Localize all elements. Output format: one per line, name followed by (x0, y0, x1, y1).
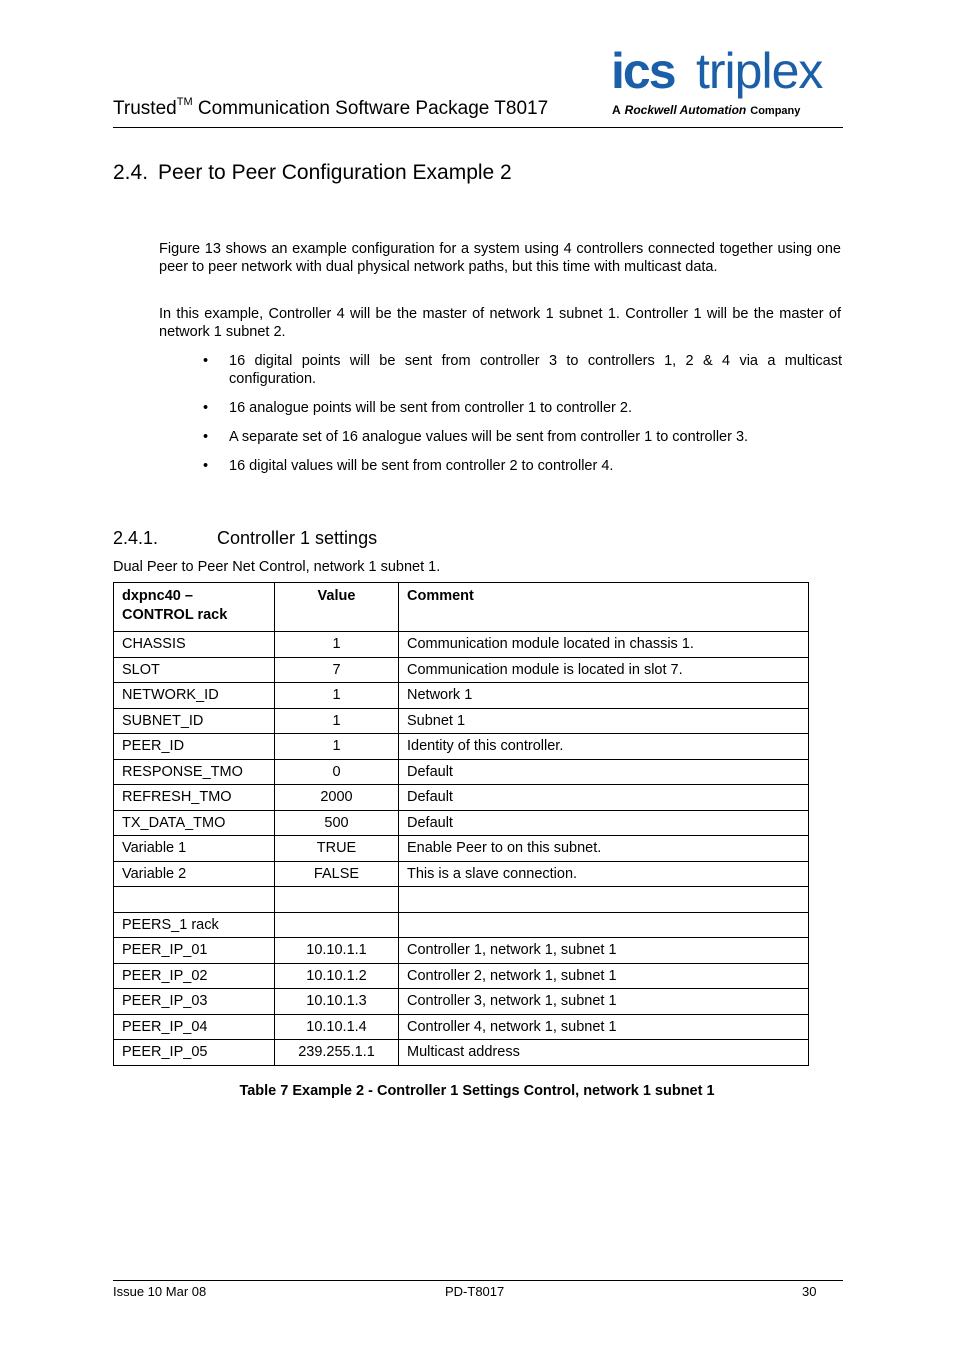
cell-value: FALSE (275, 861, 399, 887)
logo-ics-text: ics (611, 44, 675, 99)
cell-parameter: SUBNET_ID (114, 708, 275, 734)
settings-table (113, 582, 809, 1066)
footer-page-number: 30 (802, 1284, 817, 1299)
cell-value: TRUE (275, 836, 399, 862)
cell-comment: Network 1 (399, 683, 809, 709)
table-row (114, 785, 809, 811)
bullet-item: • A separate set of 16 analogue values will be sent from controller 1 to controller 3. (202, 428, 842, 446)
cell-parameter: PEER_IP_03 (114, 989, 275, 1015)
cell-value: 0 (275, 759, 399, 785)
table-row (114, 1040, 809, 1066)
cell-parameter: PEER_IP_01 (114, 938, 275, 964)
cell-parameter: TX_DATA_TMO (114, 810, 275, 836)
table-caption: Table 7 Example 2 - Controller 1 Settings Control, network 1 subnet 1 (239, 1083, 715, 1099)
table-row (114, 989, 809, 1015)
cell-comment: Default (399, 785, 809, 811)
cell-comment: Subnet 1 (399, 708, 809, 734)
cell-value: 500 (275, 810, 399, 836)
table-intro: Dual Peer to Peer Net Control, network 1 subnet 1. (113, 559, 441, 575)
cell-parameter: PEER_IP_02 (114, 963, 275, 989)
cell-parameter: PEER_ID (114, 734, 275, 760)
header-title-prefix: Trusted (113, 98, 177, 119)
cell-comment: Default (399, 810, 809, 836)
cell-parameter: PEER_IP_05 (114, 1040, 275, 1066)
table-row (114, 810, 809, 836)
cell-comment: Communication module located in chassis 1. (399, 632, 809, 658)
header-rule (113, 127, 843, 128)
table-row (114, 708, 809, 734)
cell-parameter: NETWORK_ID (114, 683, 275, 709)
table-row (114, 836, 809, 862)
section-heading (113, 161, 512, 185)
table-row (114, 887, 809, 913)
cell-comment: Controller 4, network 1, subnet 1 (399, 1014, 809, 1040)
cell-value: 1 (275, 708, 399, 734)
subsection-number: 2.4.1. (113, 528, 159, 548)
cell-parameter: PEER_IP_04 (114, 1014, 275, 1040)
master-paragraph: In this example, Controller 4 will be the master of network 1 subnet 1. Controller 1 will be the master of network 1 subnet 2. (159, 306, 841, 340)
table-row (114, 683, 809, 709)
table-header-row (114, 583, 809, 632)
footer-doc-id: PD-T8017 (445, 1284, 505, 1299)
table-row (114, 759, 809, 785)
table-row (114, 861, 809, 887)
cell-value: 1 (275, 734, 399, 760)
cell-value: 10.10.1.2 (275, 963, 399, 989)
bullet-item: • 16 digital values will be sent from controller 2 to controller 4. (202, 457, 842, 475)
table-row (114, 912, 809, 938)
intro-paragraph: Figure 13 shows an example configuration for a system using 4 controllers connected together using one peer to peer network with dual physical network paths, but this time with multicast data. (159, 241, 841, 275)
bullet-item: • 16 analogue points will be sent from controller 1 to controller 2. (202, 399, 842, 417)
cell-comment: Default (399, 759, 809, 785)
cell-parameter (114, 887, 275, 913)
bullet-item: • 16 digital points will be sent from controller 3 to controllers 1, 2 & 4 via a multicast configuration. (202, 352, 842, 388)
cell-parameter: RESPONSE_TMO (114, 759, 275, 785)
header-title-suffix: Communication Software Package T8017 (192, 98, 549, 119)
table-row (114, 1014, 809, 1040)
cell-value: 10.10.1.1 (275, 938, 399, 964)
cell-value: 1 (275, 683, 399, 709)
cell-value (275, 887, 399, 913)
cell-comment: Multicast address (399, 1040, 809, 1066)
cell-comment: This is a slave connection. (399, 861, 809, 887)
ics-triplex-logo (610, 44, 844, 118)
bullet-list (202, 352, 842, 475)
logo-tagline-brand: Rockwell Automation (624, 103, 747, 117)
cell-comment (399, 887, 809, 913)
cell-value: 10.10.1.3 (275, 989, 399, 1015)
table-body (114, 632, 809, 1066)
table-row (114, 963, 809, 989)
footer-rule (113, 1280, 843, 1281)
cell-value: 1 (275, 632, 399, 658)
cell-parameter: CHASSIS (114, 632, 275, 658)
cell-value: 7 (275, 657, 399, 683)
cell-comment: Identity of this controller. (399, 734, 809, 760)
cell-value: 2000 (275, 785, 399, 811)
cell-value: 10.10.1.4 (275, 1014, 399, 1040)
footer-issue: Issue 10 Mar 08 (113, 1284, 207, 1299)
cell-value (275, 912, 399, 938)
table-row (114, 657, 809, 683)
logo-tagline-a: A (612, 103, 621, 117)
header-title (113, 98, 548, 120)
cell-parameter: REFRESH_TMO (114, 785, 275, 811)
cell-comment: Controller 1, network 1, subnet 1 (399, 938, 809, 964)
header-rack: dxpnc40 – CONTROL rack (114, 583, 275, 632)
cell-parameter: Variable 2 (114, 861, 275, 887)
table-row (114, 632, 809, 658)
cell-parameter: PEERS_1 rack (114, 912, 275, 938)
table-row (114, 734, 809, 760)
logo-tagline-company: Company (750, 105, 801, 117)
cell-value: 239.255.1.1 (275, 1040, 399, 1066)
cell-parameter: SLOT (114, 657, 275, 683)
table-row (114, 938, 809, 964)
header-value: Value (275, 583, 399, 632)
trademark-superscript: TM (176, 96, 193, 108)
subsection-title: Controller 1 settings (217, 528, 378, 548)
section-number: 2.4. (113, 161, 149, 184)
logo-tagline (612, 103, 801, 117)
logo-triplex-text: triplex (696, 44, 823, 99)
cell-parameter: Variable 1 (114, 836, 275, 862)
header-comment: Comment (399, 583, 809, 632)
cell-comment (399, 912, 809, 938)
section-title: Peer to Peer Configuration Example 2 (158, 161, 512, 184)
cell-comment: Controller 2, network 1, subnet 1 (399, 963, 809, 989)
cell-comment: Enable Peer to on this subnet. (399, 836, 809, 862)
cell-comment: Communication module is located in slot 7. (399, 657, 809, 683)
cell-comment: Controller 3, network 1, subnet 1 (399, 989, 809, 1015)
